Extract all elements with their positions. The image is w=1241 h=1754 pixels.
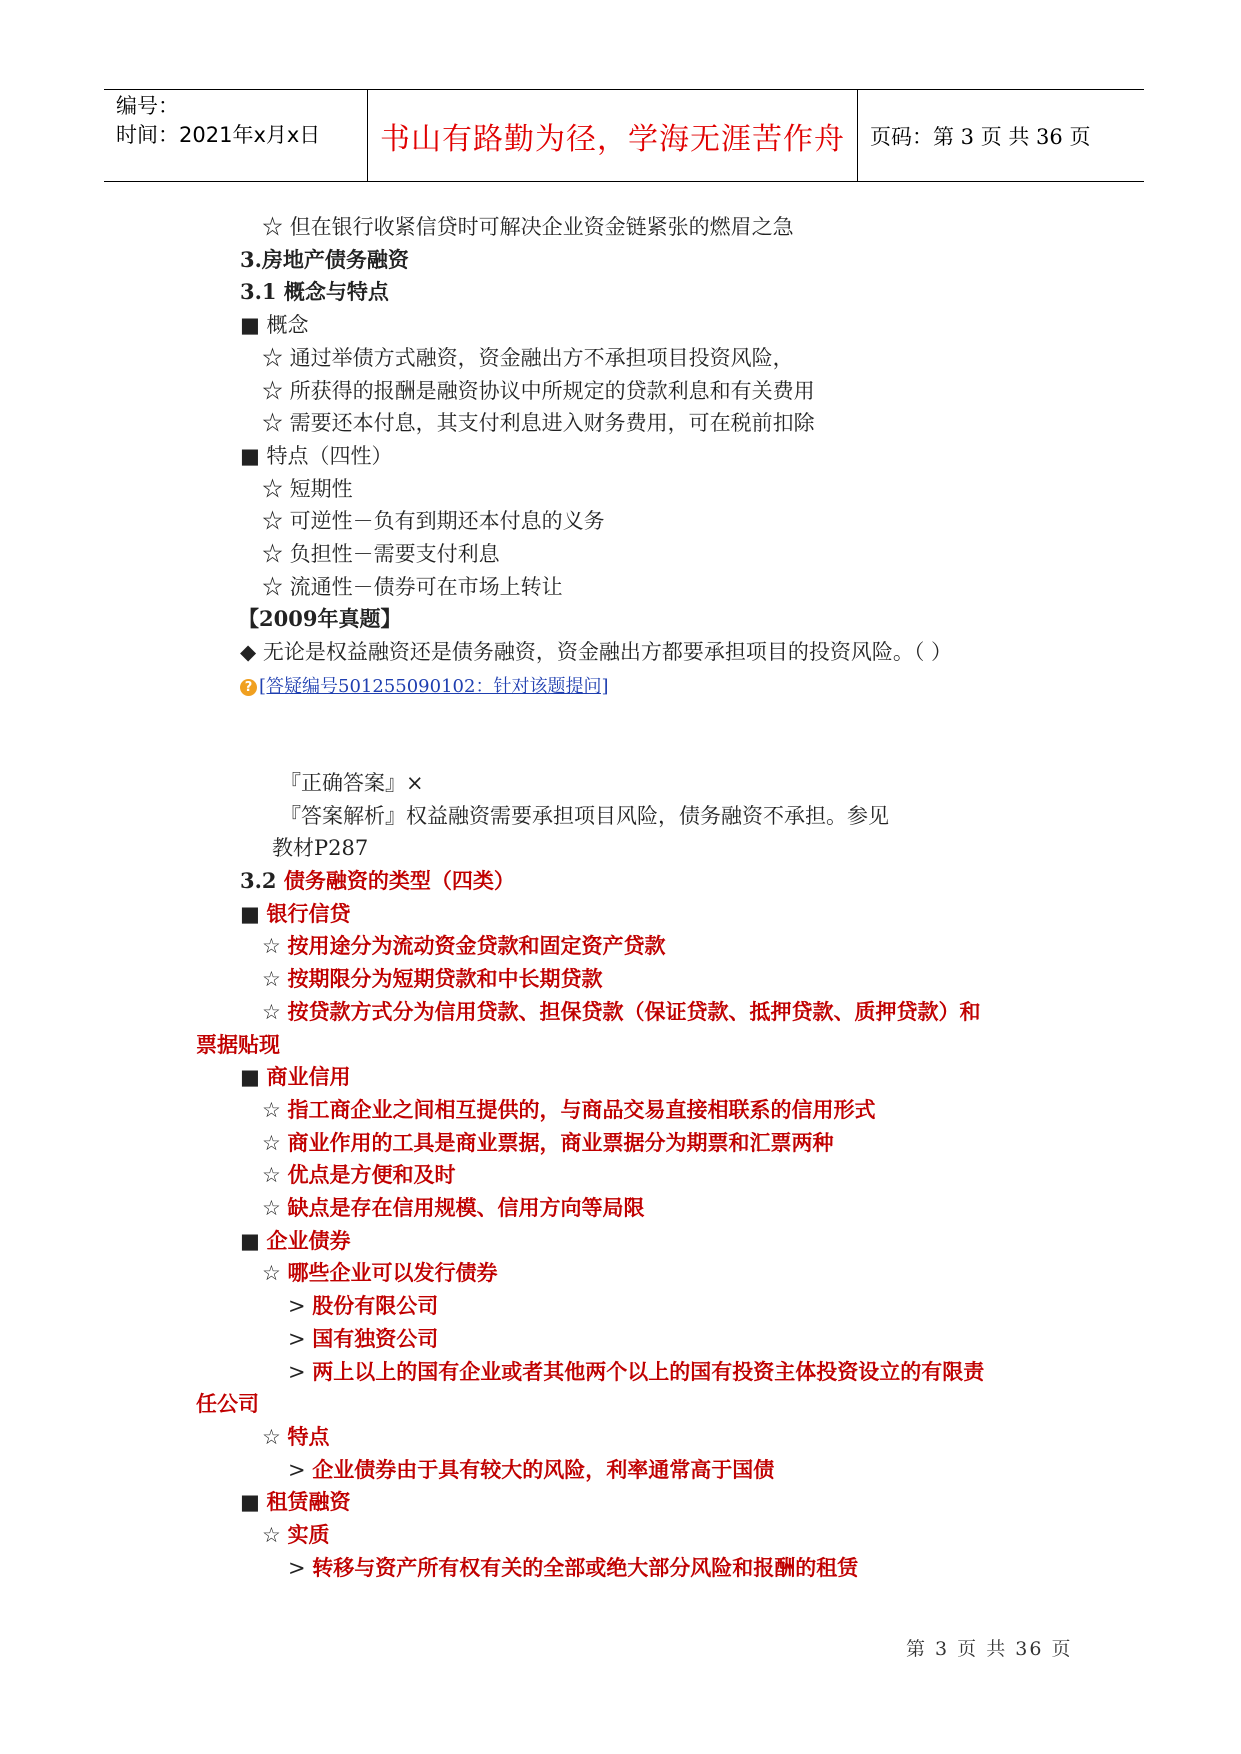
bullet-marker: ☆ <box>262 999 288 1024</box>
bullet-marker: ■ <box>240 901 267 926</box>
text-line: ☆ 负担性－需要支付利息 <box>262 542 500 566</box>
text-line <box>240 1487 351 1517</box>
text-line <box>262 931 666 961</box>
line-text: 哪些企业可以发行债券 <box>287 1260 498 1286</box>
text-line: 3.房地产债务融资 <box>240 246 409 272</box>
text-line <box>240 866 515 896</box>
bullet-marker: ☆ <box>262 1261 288 1286</box>
serial-label: 编号： <box>116 94 179 118</box>
line-text: 按用途分为流动资金贷款和固定资产贷款 <box>287 933 666 959</box>
header-page-label: 页码：第 3 页 共 36 页 <box>870 124 1091 149</box>
line-text: 企业债券 <box>266 1227 351 1253</box>
line-text: 特点 <box>287 1423 330 1449</box>
line-text: 优点是方便和及时 <box>287 1162 456 1188</box>
text-line <box>262 1193 645 1223</box>
header-info-cell <box>104 90 368 181</box>
line-text: 商业信用 <box>266 1064 351 1090</box>
text-line <box>288 1357 984 1387</box>
bullet-marker: ☆ <box>262 1424 288 1449</box>
text-line: 『正确答案』× <box>280 770 424 795</box>
question-link[interactable] <box>240 670 608 702</box>
text-line: 『答案解析』权益融资需要承担项目风险，债务融资不承担。参见 <box>280 803 889 828</box>
bullet-marker: ☆ <box>262 934 288 959</box>
line-text: 租赁融资 <box>266 1489 351 1515</box>
text-line: ☆ 所获得的报酬是融资协议中所规定的贷款利息和有关费用 <box>262 378 815 403</box>
question-link-text[interactable]: [答疑编号501255090102：针对该题提问] <box>259 675 609 697</box>
text-line <box>288 1291 438 1321</box>
text-line <box>288 1324 438 1354</box>
line-text: 两上以上的国有企业或者其他两个以上的国有投资主体投资设立的有限责 <box>312 1358 985 1384</box>
text-line: 【2009年真题】 <box>238 606 402 632</box>
bullet-marker: > <box>288 1326 313 1351</box>
text-line: ☆ 需要还本付息，其支付利息进入财务费用，可在税前扣除 <box>262 411 815 436</box>
line-text: 按期限分为短期贷款和中长期贷款 <box>287 966 603 992</box>
bullet-marker: 3.2 <box>240 868 284 893</box>
page-header <box>104 89 1144 182</box>
text-line: 票据贴现 <box>196 1031 280 1057</box>
bullet-marker: ☆ <box>262 1196 288 1220</box>
bullet-marker: ☆ <box>262 1130 288 1155</box>
line-text: 企业债券由于具有较大的风险，利率通常高于国债 <box>312 1456 775 1482</box>
text-line: ■ 特点（四性） <box>240 443 393 468</box>
question-icon: ? <box>240 679 257 696</box>
bullet-marker: ☆ <box>262 1097 288 1122</box>
bullet-marker: ■ <box>240 1490 267 1515</box>
page-footer: 第 3 页 共 36 页 <box>906 1638 1073 1660</box>
text-line: ☆ 流通性－债券可在市场上转让 <box>262 574 563 599</box>
line-text: 国有独资公司 <box>312 1325 439 1351</box>
text-line <box>262 1422 330 1452</box>
text-line: ☆ 但在银行收紧信贷时可解决企业资金链紧张的燃眉之急 <box>262 215 794 239</box>
text-line <box>240 899 351 929</box>
text-line <box>262 1520 330 1550</box>
bullet-marker: ☆ <box>262 1523 288 1547</box>
text-line: 3.1 概念与特点 <box>240 279 389 305</box>
text-line: ■ 概念 <box>240 313 309 338</box>
text-line <box>262 964 603 994</box>
bullet-marker: ■ <box>240 1228 267 1253</box>
line-text: 按贷款方式分为信用贷款、担保贷款（保证贷款、抵押贷款、质押贷款）和 <box>287 998 981 1024</box>
line-text: 缺点是存在信用规模、信用方向等局限 <box>287 1195 645 1220</box>
line-text: 实质 <box>287 1522 330 1547</box>
time-label: 时间：2021年x月x日 <box>116 123 321 147</box>
text-line <box>262 1258 498 1288</box>
text-line: 任公司 <box>196 1391 259 1417</box>
text-line: 教材P287 <box>272 836 369 861</box>
line-text: 商业作用的工具是商业票据，商业票据分为期票和汇票两种 <box>287 1129 834 1155</box>
line-text: 银行信贷 <box>266 900 351 926</box>
text-line <box>262 1128 834 1158</box>
line-text: 转移与资产所有权有关的全部或绝大部分风险和报酬的租赁 <box>312 1554 859 1580</box>
text-line <box>262 1095 876 1125</box>
text-line <box>288 1553 858 1583</box>
bullet-marker: ☆ <box>262 967 288 992</box>
text-line <box>288 1455 774 1485</box>
text-line <box>262 997 981 1027</box>
text-line: ◆ 无论是权益融资还是债务融资，资金融出方都要承担项目的投资风险。（ ） <box>240 640 952 665</box>
text-line <box>240 1062 351 1092</box>
header-motto: 书山有路勤为径，学海无涯苦作舟 <box>368 90 858 181</box>
bullet-marker: > <box>288 1457 313 1482</box>
text-line: ☆ 短期性 <box>262 476 353 501</box>
line-text: 股份有限公司 <box>312 1293 439 1319</box>
line-text: 债务融资的类型（四类） <box>283 868 515 893</box>
bullet-marker: > <box>288 1359 313 1384</box>
bullet-marker: ☆ <box>262 1163 288 1188</box>
text-line: ☆ 通过举债方式融资，资金融出方不承担项目投资风险， <box>262 345 794 370</box>
bullet-marker: ■ <box>240 1065 267 1090</box>
text-line <box>240 1226 351 1256</box>
line-text: 指工商企业之间相互提供的，与商品交易直接相联系的信用形式 <box>287 1096 876 1122</box>
text-line: ☆ 可逆性－负有到期还本付息的义务 <box>262 509 605 534</box>
text-line <box>262 1160 456 1190</box>
bullet-marker: > <box>288 1294 313 1319</box>
bullet-marker: > <box>288 1555 313 1580</box>
